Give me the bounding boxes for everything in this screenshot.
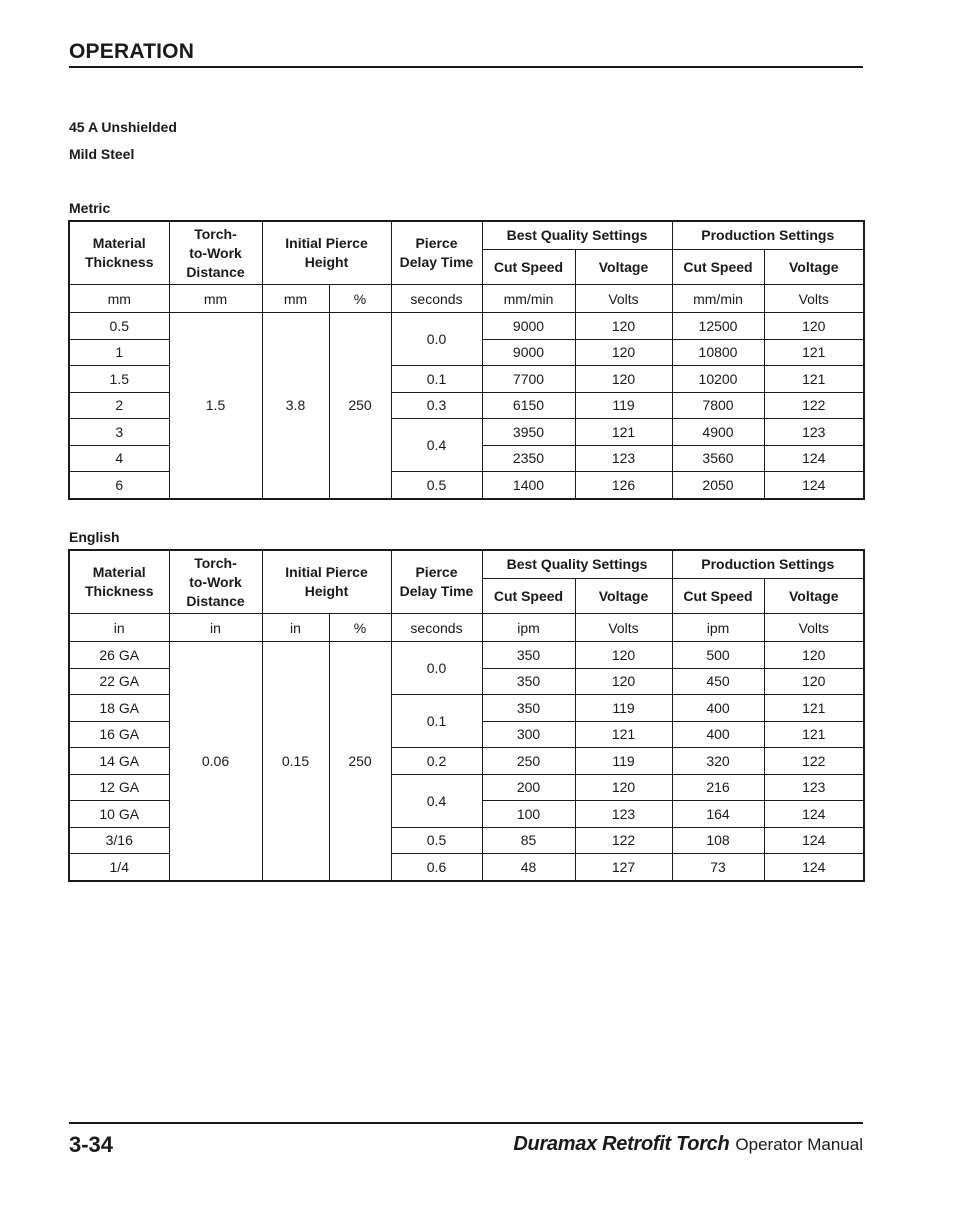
delay-cell: 0.4 xyxy=(391,419,482,472)
amperage-subtitle: 45 A Unshielded xyxy=(69,119,177,135)
english-table xyxy=(68,549,865,882)
pr-voltage-cell: 121 xyxy=(764,366,864,393)
delay-cell: 0.1 xyxy=(391,695,482,748)
unit-cell: mm xyxy=(262,285,329,313)
pr-speed-cell: 108 xyxy=(672,827,764,854)
bq-speed-cell: 3950 xyxy=(482,419,575,446)
delay-cell: 0.6 xyxy=(391,854,482,881)
pr-speed-cell: 7800 xyxy=(672,392,764,419)
page-number: 3-34 xyxy=(69,1132,114,1157)
header-torch-distance: Torch- to-Work Distance xyxy=(169,221,262,285)
pr-speed-cell: 10200 xyxy=(672,366,764,393)
bq-voltage-cell: 120 xyxy=(575,668,672,695)
unit-cell: Volts xyxy=(575,285,672,313)
delay-cell: 0.5 xyxy=(391,472,482,499)
pr-speed-cell: 500 xyxy=(672,642,764,669)
bq-voltage-cell: 119 xyxy=(575,748,672,775)
pierce-percent-cell: 250 xyxy=(329,642,391,881)
delay-cell: 0.4 xyxy=(391,774,482,827)
pr-voltage-cell: 124 xyxy=(764,854,864,881)
bq-speed-cell: 1400 xyxy=(482,472,575,499)
pr-voltage-cell: 121 xyxy=(764,695,864,722)
header-pr-voltage: Voltage xyxy=(764,250,864,285)
header-material-thickness: Material Thickness xyxy=(69,221,169,285)
footer-rule xyxy=(69,1122,863,1124)
pr-voltage-cell: 122 xyxy=(764,392,864,419)
header-bq-cut-speed: Cut Speed xyxy=(482,250,575,285)
unit-cell: Volts xyxy=(764,285,864,313)
unit-cell: in xyxy=(69,614,169,642)
pr-voltage-cell: 121 xyxy=(764,339,864,366)
bq-speed-cell: 100 xyxy=(482,801,575,828)
thickness-cell: 22 GA xyxy=(69,668,169,695)
section-title: OPERATION xyxy=(69,40,195,63)
torch-distance-cell: 0.06 xyxy=(169,642,262,881)
pierce-height-cell: 3.8 xyxy=(262,313,329,499)
thickness-cell: 1 xyxy=(69,339,169,366)
delay-cell: 0.5 xyxy=(391,827,482,854)
header-pr-cut-speed: Cut Speed xyxy=(672,579,764,614)
unit-cell: in xyxy=(169,614,262,642)
header-bq-voltage: Voltage xyxy=(575,579,672,614)
unit-cell: ipm xyxy=(482,614,575,642)
product-name: Duramax Retrofit Torch xyxy=(513,1133,730,1155)
table-row xyxy=(69,642,864,669)
unit-cell: mm xyxy=(69,285,169,313)
header-production: Production Settings xyxy=(672,221,864,250)
thickness-cell: 3/16 xyxy=(69,827,169,854)
delay-cell: 0.0 xyxy=(391,313,482,366)
pierce-percent-cell: 250 xyxy=(329,313,391,499)
pr-speed-cell: 400 xyxy=(672,695,764,722)
bq-speed-cell: 250 xyxy=(482,748,575,775)
pr-voltage-cell: 122 xyxy=(764,748,864,775)
units-row xyxy=(69,614,864,642)
pr-voltage-cell: 124 xyxy=(764,445,864,472)
header-initial-pierce-height: Initial Pierce Height xyxy=(262,221,391,285)
header-best-quality: Best Quality Settings xyxy=(482,550,672,579)
bq-voltage-cell: 120 xyxy=(575,339,672,366)
pr-speed-cell: 4900 xyxy=(672,419,764,446)
bq-speed-cell: 300 xyxy=(482,721,575,748)
delay-cell: 0.1 xyxy=(391,366,482,393)
pr-speed-cell: 2050 xyxy=(672,472,764,499)
bq-speed-cell: 48 xyxy=(482,854,575,881)
thickness-cell: 16 GA xyxy=(69,721,169,748)
bq-voltage-cell: 127 xyxy=(575,854,672,881)
unit-cell: seconds xyxy=(391,285,482,313)
pr-voltage-cell: 120 xyxy=(764,313,864,340)
bq-speed-cell: 2350 xyxy=(482,445,575,472)
material-subtitle: Mild Steel xyxy=(69,146,135,162)
bq-speed-cell: 200 xyxy=(482,774,575,801)
thickness-cell: 12 GA xyxy=(69,774,169,801)
unit-cell: mm xyxy=(169,285,262,313)
header-rule xyxy=(69,66,863,68)
bq-speed-cell: 9000 xyxy=(482,339,575,366)
pr-voltage-cell: 123 xyxy=(764,774,864,801)
bq-speed-cell: 350 xyxy=(482,668,575,695)
unit-cell: ipm xyxy=(672,614,764,642)
header-bq-cut-speed: Cut Speed xyxy=(482,579,575,614)
thickness-cell: 1.5 xyxy=(69,366,169,393)
pr-voltage-cell: 124 xyxy=(764,801,864,828)
bq-voltage-cell: 121 xyxy=(575,721,672,748)
metric-label: Metric xyxy=(69,200,111,216)
header-torch-distance: Torch- to-Work Distance xyxy=(169,550,262,614)
metric-table xyxy=(68,220,865,500)
bq-speed-cell: 7700 xyxy=(482,366,575,393)
pr-speed-cell: 400 xyxy=(672,721,764,748)
bq-speed-cell: 9000 xyxy=(482,313,575,340)
header-pierce-delay: Pierce Delay Time xyxy=(391,550,482,614)
pr-voltage-cell: 123 xyxy=(764,419,864,446)
bq-voltage-cell: 126 xyxy=(575,472,672,499)
header-pr-cut-speed: Cut Speed xyxy=(672,250,764,285)
units-row xyxy=(69,285,864,313)
header-initial-pierce-height: Initial Pierce Height xyxy=(262,550,391,614)
thickness-cell: 2 xyxy=(69,392,169,419)
thickness-cell: 14 GA xyxy=(69,748,169,775)
unit-cell: Volts xyxy=(764,614,864,642)
bq-voltage-cell: 120 xyxy=(575,642,672,669)
thickness-cell: 0.5 xyxy=(69,313,169,340)
table-row xyxy=(69,313,864,340)
header-production: Production Settings xyxy=(672,550,864,579)
header-bq-voltage: Voltage xyxy=(575,250,672,285)
torch-distance-cell: 1.5 xyxy=(169,313,262,499)
unit-cell: in xyxy=(262,614,329,642)
unit-cell: mm/min xyxy=(672,285,764,313)
bq-voltage-cell: 120 xyxy=(575,366,672,393)
bq-voltage-cell: 119 xyxy=(575,695,672,722)
bq-speed-cell: 350 xyxy=(482,642,575,669)
bq-voltage-cell: 122 xyxy=(575,827,672,854)
pr-voltage-cell: 121 xyxy=(764,721,864,748)
bq-voltage-cell: 121 xyxy=(575,419,672,446)
bq-voltage-cell: 120 xyxy=(575,313,672,340)
manual-label: Operator Manual xyxy=(735,1135,863,1154)
unit-cell: % xyxy=(329,614,391,642)
unit-cell: Volts xyxy=(575,614,672,642)
pr-speed-cell: 12500 xyxy=(672,313,764,340)
pr-speed-cell: 164 xyxy=(672,801,764,828)
pierce-height-cell: 0.15 xyxy=(262,642,329,881)
header-pierce-delay: Pierce Delay Time xyxy=(391,221,482,285)
unit-cell: % xyxy=(329,285,391,313)
bq-voltage-cell: 119 xyxy=(575,392,672,419)
pr-voltage-cell: 124 xyxy=(764,827,864,854)
thickness-cell: 18 GA xyxy=(69,695,169,722)
bq-voltage-cell: 123 xyxy=(575,801,672,828)
header-pr-voltage: Voltage xyxy=(764,579,864,614)
bq-speed-cell: 85 xyxy=(482,827,575,854)
pr-speed-cell: 3560 xyxy=(672,445,764,472)
unit-cell: seconds xyxy=(391,614,482,642)
delay-cell: 0.3 xyxy=(391,392,482,419)
english-label: English xyxy=(69,529,120,545)
delay-cell: 0.0 xyxy=(391,642,482,695)
pr-speed-cell: 73 xyxy=(672,854,764,881)
pr-voltage-cell: 120 xyxy=(764,642,864,669)
footer-title xyxy=(513,1133,863,1156)
thickness-cell: 1/4 xyxy=(69,854,169,881)
delay-cell: 0.2 xyxy=(391,748,482,775)
pr-speed-cell: 320 xyxy=(672,748,764,775)
pr-voltage-cell: 120 xyxy=(764,668,864,695)
bq-voltage-cell: 120 xyxy=(575,774,672,801)
pr-speed-cell: 450 xyxy=(672,668,764,695)
thickness-cell: 3 xyxy=(69,419,169,446)
header-best-quality: Best Quality Settings xyxy=(482,221,672,250)
thickness-cell: 10 GA xyxy=(69,801,169,828)
pr-speed-cell: 216 xyxy=(672,774,764,801)
bq-voltage-cell: 123 xyxy=(575,445,672,472)
pr-speed-cell: 10800 xyxy=(672,339,764,366)
pr-voltage-cell: 124 xyxy=(764,472,864,499)
thickness-cell: 6 xyxy=(69,472,169,499)
bq-speed-cell: 6150 xyxy=(482,392,575,419)
bq-speed-cell: 350 xyxy=(482,695,575,722)
header-material-thickness: Material Thickness xyxy=(69,550,169,614)
thickness-cell: 26 GA xyxy=(69,642,169,669)
thickness-cell: 4 xyxy=(69,445,169,472)
unit-cell: mm/min xyxy=(482,285,575,313)
